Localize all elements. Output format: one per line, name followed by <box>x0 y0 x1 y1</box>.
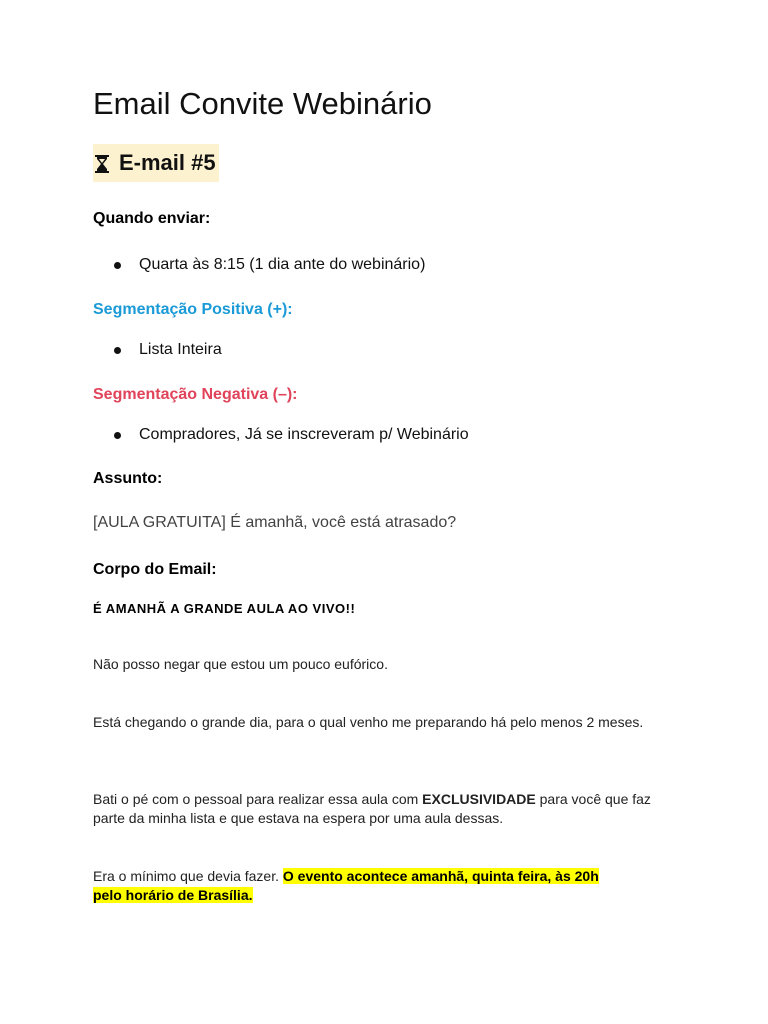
segmentation-negative-label: Segmentação Negativa (–): <box>93 386 298 403</box>
list-item <box>114 341 222 359</box>
exclusivity-bold-text: EXCLUSIVIDADE <box>422 791 536 807</box>
when-send-item: Quarta às 8:15 (1 dia ante do webinário) <box>139 256 426 273</box>
email-number-tag <box>93 144 219 182</box>
when-send-label: Quando enviar: <box>93 210 211 227</box>
bullet-icon <box>114 432 121 439</box>
body-heading: É AMANHÃ A GRANDE AULA AO VIVO!! <box>93 601 356 616</box>
subject-text: [AULA GRATUITA] É amanhã, você está atrasado? <box>93 514 457 531</box>
paragraph-3-start: Bati o pé com o pessoal para realizar essa aula com <box>93 791 423 807</box>
segmentation-negative-item: Compradores, Já se inscreveram p/ Webinário <box>139 426 469 443</box>
bullet-icon <box>114 262 121 269</box>
segmentation-positive-item: Lista Inteira <box>139 341 222 358</box>
event-highlight-line-1: O evento acontece amanhã, quinta feira, às 20h <box>282 868 599 884</box>
event-highlight-line-2: pelo horário de Brasília. <box>93 887 253 903</box>
list-item <box>114 426 469 444</box>
bullet-icon <box>114 347 121 354</box>
body-paragraph-3 <box>93 790 668 828</box>
hourglass-icon <box>95 155 109 173</box>
body-paragraph-4 <box>93 867 668 905</box>
page-title: Email Convite Webinário <box>93 86 432 121</box>
paragraph-4-start: Era o mínimo que devia fazer. <box>93 868 283 884</box>
segmentation-positive-label: Segmentação Positiva (+): <box>93 301 293 318</box>
body-paragraph-1: Não posso negar que estou um pouco eufórico. <box>93 656 388 672</box>
list-item <box>114 256 425 274</box>
email-body-label: Corpo do Email: <box>93 561 217 578</box>
email-number-label: E-mail #5 <box>119 150 216 175</box>
subject-label: Assunto: <box>93 470 163 487</box>
paragraph-3-end: para você que faz parte da minha lista e que estava na espera por uma aula dessas. <box>93 791 651 826</box>
body-paragraph-2: Está chegando o grande dia, para o qual venho me preparando há pelo menos 2 meses. <box>93 714 644 730</box>
